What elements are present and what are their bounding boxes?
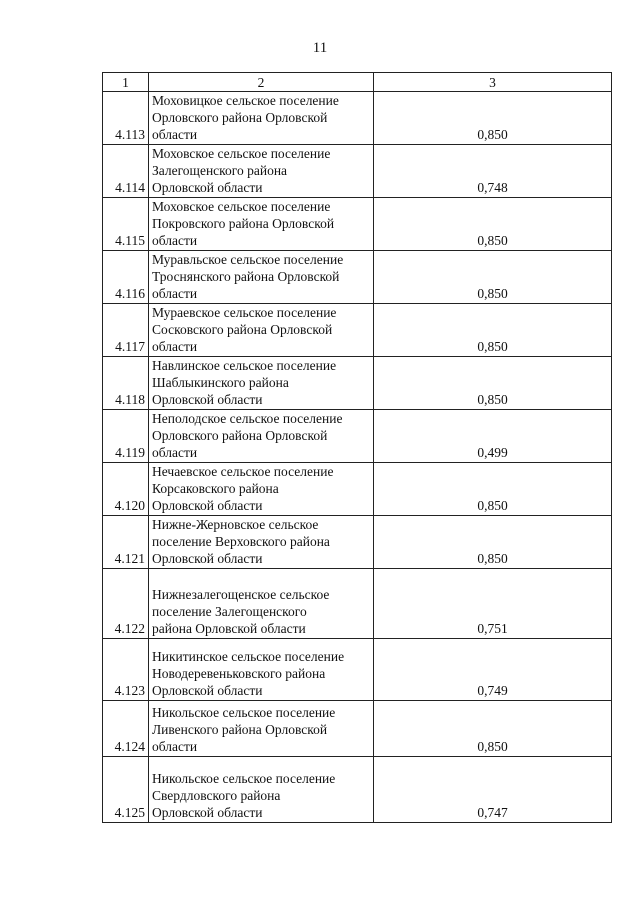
coefficient-value: 0,850 [374, 357, 612, 410]
coefficient-value: 0,749 [374, 639, 612, 701]
settlement-name-line: Никитинское сельское поселение [152, 649, 345, 664]
settlement-name-line: поселение Залегощенского [152, 604, 307, 619]
coefficient-value: 0,751 [374, 569, 612, 639]
settlement-name-line: Ливенского района Орловской [152, 722, 328, 737]
settlement-name-line: Моховское сельское поселение [152, 146, 331, 161]
row-number: 4.121 [103, 516, 149, 569]
settlement-name [149, 304, 374, 357]
row-number: 4.119 [103, 410, 149, 463]
settlement-name-line: Нижне-Жерновское сельское [152, 517, 319, 532]
table-row [103, 251, 612, 304]
table-row [103, 357, 612, 410]
table-row [103, 757, 612, 823]
coefficient-value: 0,748 [374, 145, 612, 198]
table-row [103, 569, 612, 639]
table-row [103, 463, 612, 516]
settlement-name-line: района Орловской области [152, 621, 306, 636]
settlement-name-line: Неполодское сельское поселение [152, 411, 343, 426]
settlement-name-line: области [152, 445, 198, 460]
row-number: 4.123 [103, 639, 149, 701]
table-row [103, 145, 612, 198]
row-number: 4.120 [103, 463, 149, 516]
settlement-name-line: Нижнезалегощенское сельское [152, 587, 330, 602]
coefficient-value: 0,499 [374, 410, 612, 463]
coefficient-value: 0,850 [374, 516, 612, 569]
settlement-name-line: Моховское сельское поселение [152, 199, 331, 214]
settlement-name [149, 701, 374, 757]
settlement-name-line: Шаблыкинского района [152, 375, 289, 390]
settlement-name-line: Мураевское сельское поселение [152, 305, 337, 320]
settlement-name [149, 92, 374, 145]
settlement-name [149, 569, 374, 639]
coefficients-table [102, 72, 612, 823]
row-number: 4.124 [103, 701, 149, 757]
settlement-name-line: Орловской области [152, 683, 263, 698]
settlement-name-line: Новодеревеньковского района [152, 666, 326, 681]
settlement-name-line: поселение Верховского района [152, 534, 330, 549]
row-number: 4.116 [103, 251, 149, 304]
coefficient-value: 0,850 [374, 304, 612, 357]
settlement-name-line: Нечаевское сельское поселение [152, 464, 334, 479]
settlement-name-line: Орловского района Орловской [152, 110, 328, 125]
row-number: 4.115 [103, 198, 149, 251]
settlement-name-line: области [152, 127, 198, 142]
settlement-name [149, 463, 374, 516]
coefficient-value: 0,850 [374, 92, 612, 145]
coefficient-value: 0,850 [374, 198, 612, 251]
settlement-name-line: Свердловского района [152, 788, 281, 803]
settlement-name-line: Орловской области [152, 180, 263, 195]
settlement-name-line: Никольское сельское поселение [152, 705, 336, 720]
table-row [103, 92, 612, 145]
settlement-name [149, 410, 374, 463]
row-number: 4.117 [103, 304, 149, 357]
settlement-name [149, 357, 374, 410]
settlement-name-line: области [152, 286, 198, 301]
settlement-name [149, 639, 374, 701]
settlement-name-line: области [152, 233, 198, 248]
settlement-name-line: Сосковского района Орловской [152, 322, 333, 337]
column-header-value: 3 [374, 73, 612, 92]
table-header-row [103, 73, 612, 92]
settlement-name [149, 251, 374, 304]
settlement-name-line: Корсаковского района [152, 481, 279, 496]
coefficient-value: 0,747 [374, 757, 612, 823]
settlement-name-line: Навлинское сельское поселение [152, 358, 337, 373]
settlement-name-line: Залегощенского района [152, 163, 288, 178]
table-row [103, 516, 612, 569]
settlement-name [149, 145, 374, 198]
settlement-name-line: Орловской области [152, 392, 263, 407]
column-header-name: 2 [149, 73, 374, 92]
settlement-name-line: Муравльское сельское поселение [152, 252, 344, 267]
coefficient-value: 0,850 [374, 701, 612, 757]
row-number: 4.118 [103, 357, 149, 410]
table-row [103, 198, 612, 251]
row-number: 4.114 [103, 145, 149, 198]
settlement-name-line: области [152, 739, 198, 754]
settlement-name-line: Никольское сельское поселение [152, 771, 336, 786]
settlement-name-line: Орловской области [152, 805, 263, 820]
table-row [103, 304, 612, 357]
settlement-name [149, 198, 374, 251]
settlement-name [149, 757, 374, 823]
row-number: 4.113 [103, 92, 149, 145]
table-row [103, 410, 612, 463]
settlement-name [149, 516, 374, 569]
settlement-name-line: Орловской области [152, 498, 263, 513]
table-row [103, 639, 612, 701]
settlement-name-line: Орловской области [152, 551, 263, 566]
coefficient-value: 0,850 [374, 251, 612, 304]
settlement-name-line: Троснянского района Орловской [152, 269, 340, 284]
coefficient-value: 0,850 [374, 463, 612, 516]
column-header-number: 1 [103, 73, 149, 92]
table-row [103, 701, 612, 757]
row-number: 4.125 [103, 757, 149, 823]
page-number: 11 [312, 40, 328, 56]
settlement-name-line: Покровского района Орловской [152, 216, 335, 231]
settlement-name-line: Орловского района Орловской [152, 428, 328, 443]
settlement-name-line: области [152, 339, 198, 354]
settlement-name-line: Моховицкое сельское поселение [152, 93, 339, 108]
row-number: 4.122 [103, 569, 149, 639]
